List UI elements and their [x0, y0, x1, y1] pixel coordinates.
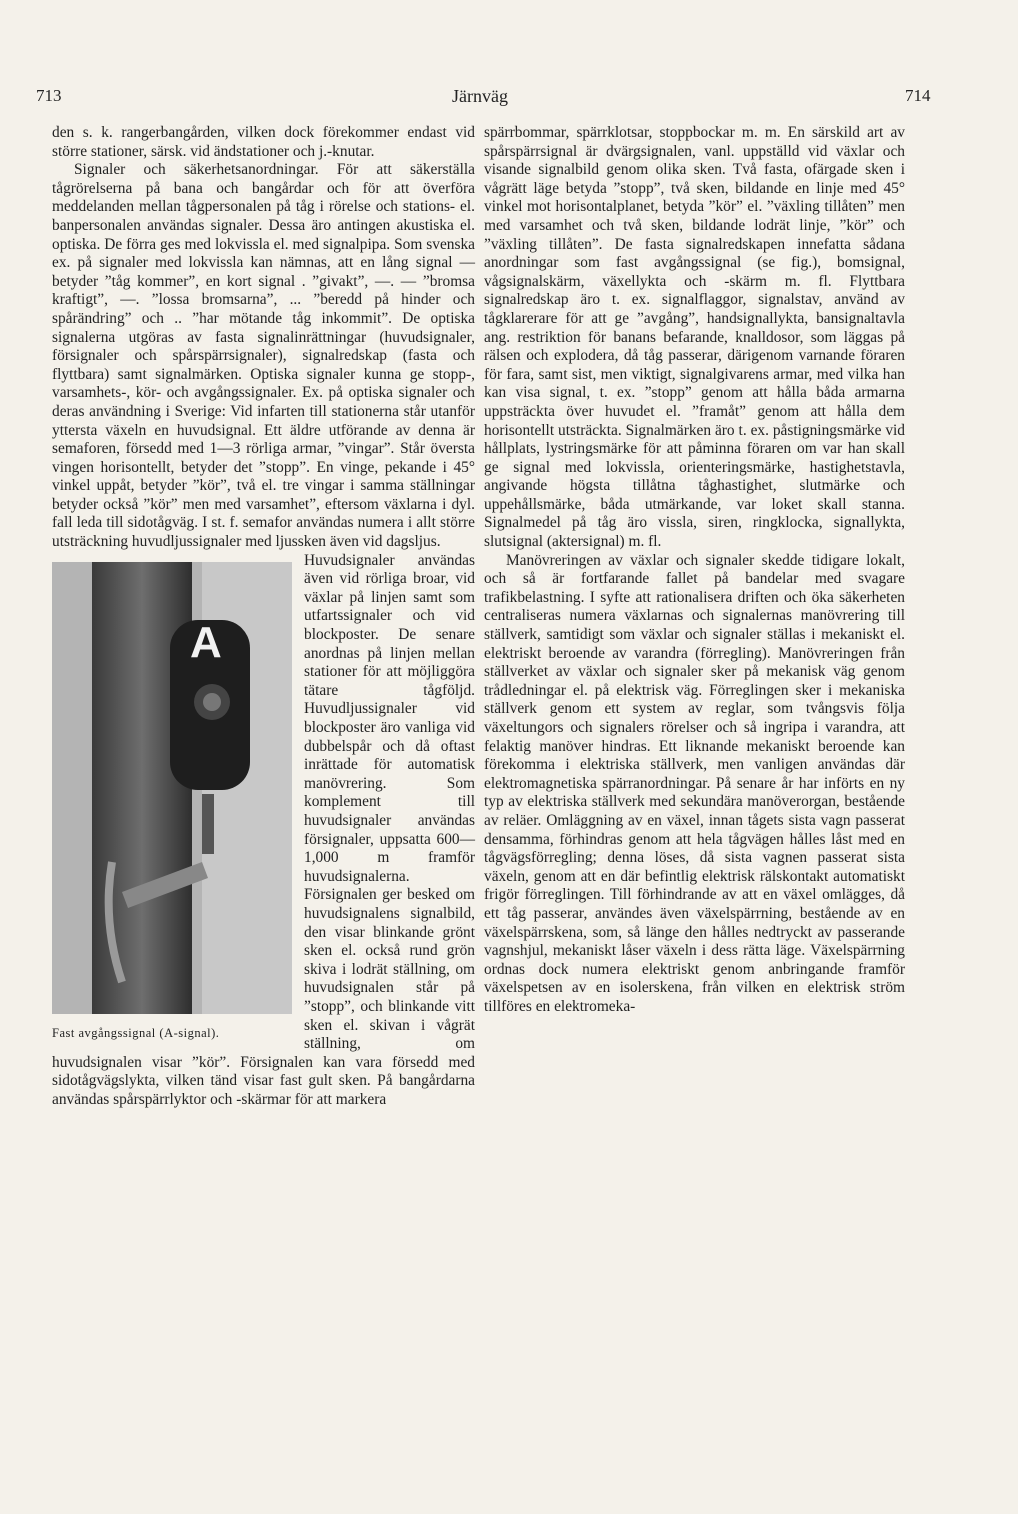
- right-column: [484, 124, 905, 1017]
- signal-photo: [52, 562, 292, 1014]
- left-column: [52, 124, 475, 1109]
- paragraph: Huvudsignaler användas även vid rörliga broar, vid växlar på linjen samt som utfartssignaler och vid blockposter. De senare anordnas på linjen mellan stationer för att möjliggöra tätare tågföljd. Huvudljussignaler vid blockposter äro vanliga vid dubbelspår och då oftast inrättade för automatisk manövrering. Som komplement till huvudsignaler användas försignaler, uppsatta 600—1,000 m framför huvudsignalerna. Försignalen ger besked om huvudsignalens signalbild, den visar blinkande grönt sken el. också rund grön skiva i lodrät ställning, om huvudsignalen står på ”stopp”, och blinkande vitt sken el. skivan i vågrät ställning, om huvudsignalen visar ”kör”. Försignalen kan vara försedd med sidotågvägslykta, vilken tänd visar fast gult sken. På bangårdarna användas spårspärrlyktor och -skärmar för att markera: [52, 551, 475, 1108]
- page-title: Järnväg: [452, 86, 508, 106]
- paragraph: spärrbommar, spärrklotsar, stoppbockar m. m. En särskild art av spårspärrsignal är dvärgsignalen, vanl. uppställd vid växlar och visande signalbild genom olika sken. Två fasta, ofärgade sken i vågrätt läge betyda ”stopp”, två sken, bildande en linje med 45° vinkel mot horisontalplanet, betyda ”kör” el. ”växling tillåten” men med varsamhet och två sken, bildande lodrät linje, ”kör” och ”växling tillåten”. De fasta signalredskapen innefatta sådana anordningar som fast avgångssignal (se fig.), bomsignal, vågsignalskärm, växellykta och -skärm m. fl. Flyttbara signalredskap äro t. ex. signalflaggor, signalstav, använd av tågklarerare för att ge ”avgång”, handsignallykta, bansignaltavla ang. restriktion för banans befarande, knalldosor, som läggas på rälsen och explodera, då tåg passerar, därigenom varnande föraren för fara, samt sist, men viktigt, signalgivarens armar, med vilka han kan visa signal, t. ex. ”stopp” genom att hålla båda armarna uppsträckta över huvudet el. ”framåt” genom att hålla dem horisontellt utsträckta. Signalmärken äro t. ex. påstigningsmärke vid hållplats, lystringsmärke för att påminna föraren om var han skall ge signal med lokvissla, orienteringsmärke, hastighetstavla, angivande högsta tillåtna tåghastighet, slutmärke och uppehållsmärke, båda utmärkande, var loket skall stanna. Signalmedel på tåg äro vissla, siren, ringklocka, signallykta, slutsignal (aktersignal) m. fl.: [484, 124, 905, 551]
- signal-illustration: [52, 562, 292, 1014]
- page-number-right: 714: [905, 86, 931, 105]
- paragraph: den s. k. rangerbangården, vilken dock förekommer endast vid större stationer, särsk. vid ändstationer och j.-knutar.: [52, 124, 475, 160]
- paragraph: Signaler och säkerhetsanordningar. För att säkerställa tågrörelserna på bana och bangårdar och för att överföra meddelanden mellan tågpersonalen på tåg i rörelse och stations- el. banpersonalen användas signaler. Dessa äro antingen akustiska el. optiska. De förra ges med lokvissla el. med signalpipa. Som svenska ex. på signaler med lokvissla kan nämnas, att en lång signal — betyder ”tåg kommer”, en kort signal . ”givakt”, —. — ”bromsa kraftigt”, —. ”lossa bromsarna”, ... ”beredd på hinder och spårändring” och .. ”har mötande tåg inkommit”. De optiska signalerna utgöras av fasta signalinrättningar (huvudsignaler, försignaler och spårspärrsignaler), signalredskap (fasta och flyttbara) samt signalmärken. Optiska signaler kunna ge stopp-, varsamhets-, kör- och avgångssignaler. Ex. på optiska signaler och deras användning i Sverige: Vid infarten till stationerna står utanför yttersta växeln en huvudsignal. Ett äldre utförande av denna är semaforen, försedd med 1—3 rörliga armar, ”vingar”. Står översta vingen horisontellt, betyder det ”stopp”. En vinge, pekande i 45° vinkel uppåt, betyder ”kör”, två el. tre vingar i samma ställningar betyder också ”kör” men med varsamhet”, eftersom växlarna i dyl. fall leda till sidotågväg. I st. f. semafor användas numera i allt större utsträckning huvudljussignaler med ljussken även vid dagsljus.: [52, 161, 475, 551]
- sign-letter: A: [190, 617, 222, 667]
- page-number-left: 713: [36, 86, 62, 105]
- figure: [52, 562, 292, 1043]
- paragraph: Manövreringen av växlar och signaler skedde tidigare lokalt, och så är fortfarande fallet på bandelar med svagare trafikbelastning. I syfte att rationalisera driften och öka säkerheten centraliseras numera växlarnas och signalernas manövrering till ställverk, samtidigt som växlar och signaler ställas i mekaniskt el. elektriskt beroende av varandra (förregling). Manövreringen från ställverket av växlar och signaler sker på mekanisk väg genom trådledningar el. på elektrisk väg. Förreglingen sker i mekaniska ställverk genom ett system av reglar, som tvångsvis följa växeltungors och signalers rörelser och så ingripa i varandra, att felaktig manöver hindras. Ett liknande mekaniskt beroende kan förekomma i elektriska ställverk, men vanligen användas där elektromagnetiska spärranordningar. På senare år har införts en ny typ av elektriska ställverk med sekundära manöverorgan, bestående av reläer. Omläggning av en växel, innan tågets sista vagn passerat densamma, förhindras genom att hela tågvägen hålles låst med en tågvägsförregling; denna löses, då sista vagnen passerat sista växeln, genom att en där befintlig elektrisk rälskontakt automatiskt frigör förreglingen. Till förhindrande av att en växel omlägges, då ett tåg passerar, användes även växelspärrning, bestående av en växelspärrskena, som, så länge den hålles nedtryckt av passerande vagnshjul, mekaniskt låser växeln i dess rätta läge. Växelspärrning ordnas dock numera elektriskt genom anbringande framför växelspetsen av en isolerskena, från vilken en elektrisk ström tillföres en elektromeka-: [484, 551, 905, 1015]
- figure-caption: Fast avgångssignal (A-signal).: [52, 1025, 220, 1040]
